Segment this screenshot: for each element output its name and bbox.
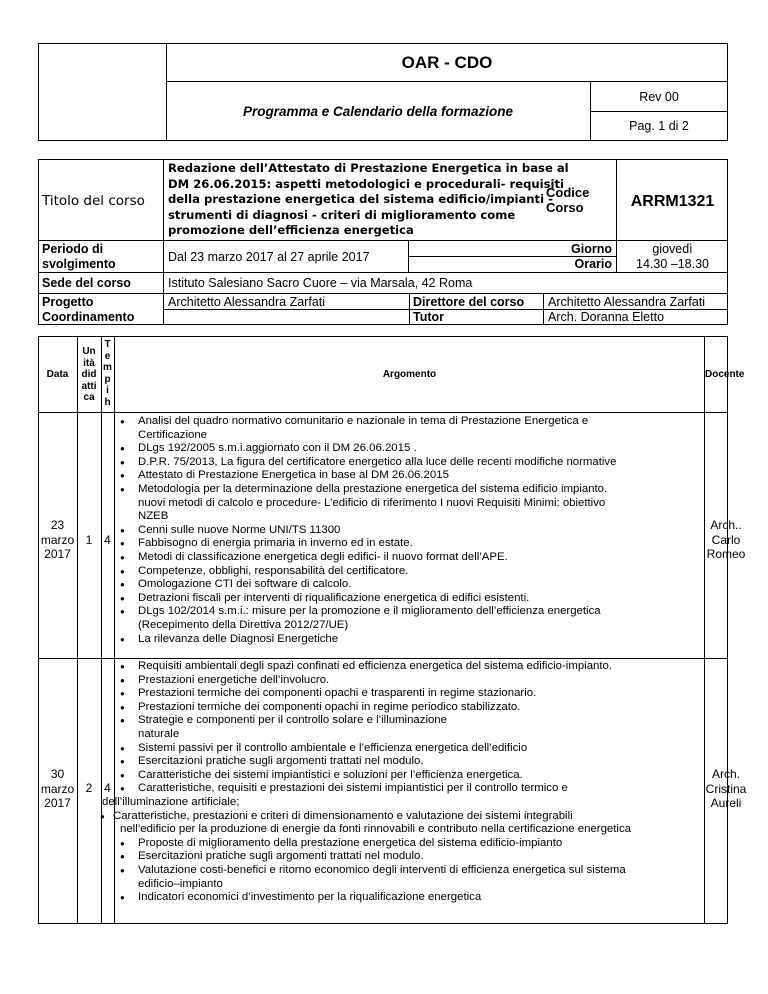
date-part: marzo: [40, 781, 75, 796]
topic-item: [102, 810, 716, 824]
bullet-icon: ●: [120, 634, 125, 644]
teacher-part: Carlo: [711, 532, 741, 547]
topic-text: Esercitazioni pratiche sugli argomenti trattati nel modulo.: [138, 850, 424, 863]
topic-item: [116, 633, 706, 647]
bullet-icon: ●: [120, 539, 125, 549]
topic-item: [116, 565, 706, 579]
topic-text: Prestazioni termiche dei componenti opachi in regime periodico stabilizzato.: [138, 700, 521, 713]
topic-item: [116, 415, 706, 429]
topic-text: Fabbisogno di energia primaria in inverno ed in estate.: [138, 537, 413, 550]
topic-item: [116, 497, 706, 511]
topic-text: Sistemi passivi per il controllo ambientale e l’efficienza energetica dell’edificio: [138, 741, 528, 754]
col-divider-unit: [101, 336, 102, 924]
bullet-icon: ●: [120, 525, 125, 535]
row-2-date: [38, 767, 77, 811]
course-code-label-2: Corso: [546, 200, 584, 215]
course-title-label: Titolo del corso: [42, 193, 145, 209]
col-header-unit: [77, 346, 101, 404]
date-part: 23: [50, 518, 65, 532]
topic-item: [116, 769, 716, 783]
bullet-icon: ●: [120, 566, 125, 576]
topic-text: Caratteristiche dei sistemi impiantistici e soluzioni per l’efficienza energetica.: [138, 768, 523, 781]
col-header-time-part: i: [106, 385, 109, 396]
topic-text: DLgs 102/2014 s.m.i.: misure per la promozione e il miglioramento dell’efficienza energetica: [138, 605, 601, 618]
topic-text: Omologazione CTI dei software di calcolo.: [138, 578, 352, 591]
topic-text: dell’illuminazione artificiale;: [102, 795, 240, 808]
director-value: Architetto Alessandra Zarfati: [548, 295, 706, 309]
course-title-line-2: DM 26.06.2015: aspetti metodologici e procedurali- requisiti: [168, 176, 565, 191]
col-header-unit-part: Un: [82, 346, 96, 357]
director-label: Direttore del corso: [413, 295, 525, 309]
teacher-part: Aureli: [710, 796, 742, 810]
bullet-icon: ●: [120, 484, 125, 494]
topic-item: [116, 823, 716, 837]
row-1-date: [38, 518, 77, 562]
row-2-unit: 2: [85, 781, 93, 795]
topic-text: Cenni sulle nuove Norme UNI/TS 11300: [138, 523, 341, 536]
bullet-icon: ●: [120, 417, 125, 426]
bullet-icon: ●: [120, 444, 125, 454]
topic-text: Detrazioni fiscali per interventi di riqualificazione energetica di edifici esistenti.: [138, 591, 530, 604]
row-2-topics: [100, 660, 716, 905]
bullet-icon: ●: [120, 770, 125, 780]
period-label-1: Periodo di: [42, 242, 104, 256]
topic-text: (Recepimento della Direttiva 2012/27/UE): [138, 618, 349, 631]
topic-text: Valutazione costi-benefici e ritorno economico degli interventi di efficienza energetica sul sistema: [138, 863, 626, 876]
topic-text: Analisi del quadro normativo comunitario e nazionale in tema di Prestazione Energetica e: [138, 415, 589, 427]
date-part: 2017: [44, 796, 71, 810]
topic-item: [116, 605, 706, 619]
col-header-unit-part: did: [81, 369, 97, 380]
topic-text: Strategie e componenti per il controllo solare e l’illuminazione: [138, 714, 447, 727]
document-title: Programma e Calendario della formazione: [242, 104, 514, 119]
col-header-teacher: Docente: [705, 369, 745, 380]
bullet-icon: ●: [120, 662, 125, 671]
header-divider-rev: [590, 111, 728, 112]
topic-item: [116, 456, 706, 470]
director-col-divider: [409, 293, 410, 325]
course-row-divider-2: [38, 272, 728, 273]
bullet-icon: ●: [120, 702, 125, 712]
bullet-icon: ●: [120, 757, 125, 767]
teacher-part: Cristina: [705, 781, 747, 796]
topic-text: Metodi di classificazione energetica degli edifici- il nuovo format dell’APE.: [138, 550, 508, 563]
bullet-icon: ●: [120, 580, 125, 590]
topic-text: Prestazioni energetiche dell’involucro.: [138, 673, 330, 686]
topic-item: [116, 429, 706, 443]
col-header-date: Data: [46, 369, 69, 380]
topic-text: NZEB: [138, 510, 169, 523]
topic-text: La rilevanza delle Diagnosi Energetiche: [138, 632, 339, 645]
topic-text: Prestazioni termiche dei componenti opachi e trasparenti in regime stazionario.: [138, 687, 537, 700]
row-2-hours: 4: [104, 781, 111, 795]
topic-text: Caratteristiche, requisiti e prestazioni dei sistemi impiantistici per il controllo termico e: [138, 782, 568, 795]
bullet-icon: ●: [100, 811, 105, 821]
topic-text: naturale: [138, 727, 180, 740]
course-row-divider-1: [38, 240, 728, 241]
topic-text: Certificazione: [138, 428, 208, 441]
director-val-divider: [543, 293, 544, 325]
col-header-time: [101, 339, 114, 408]
col-header-unit-part: ità: [83, 357, 95, 369]
course-col-divider: [163, 159, 164, 325]
topic-item: [116, 537, 706, 551]
bullet-icon: ●: [120, 865, 125, 875]
project-person: Architetto Alessandra Zarfati: [168, 295, 326, 309]
venue-label: Sede del corso: [42, 276, 131, 290]
bullet-icon: ●: [120, 743, 125, 753]
topic-text: Indicatori economici d’investimento per la riqualificazione energetica: [138, 891, 482, 904]
revision-label: Rev 00: [639, 90, 679, 104]
col-divider-hours: [114, 336, 115, 924]
project-label: Progetto: [42, 295, 94, 309]
topic-text: Competenze, obblighi, responsabilità del certificatore.: [138, 564, 409, 577]
topic-item: [102, 796, 716, 810]
row-1-topics: [116, 415, 706, 646]
bullet-icon: ●: [120, 716, 125, 726]
topic-item: [116, 674, 716, 688]
day-value: giovedì: [652, 242, 693, 256]
topic-text: nell’edificio per la produzione di energie da fonti rinnovabili e contributo nella certificazione energetica: [120, 823, 631, 836]
teacher-part: Romeo: [706, 547, 746, 561]
col-header-time-part: T: [104, 339, 111, 350]
day-label: Giorno: [571, 242, 612, 256]
row-divider-1: [38, 658, 728, 659]
course-title-line-3: della prestazione energetica del sistema edificio/impianti -: [168, 192, 553, 207]
topic-item: [116, 701, 716, 715]
bullet-icon: ●: [120, 893, 125, 903]
topic-text: Caratteristiche, prestazioni e criteri di dimensionamento e valutazione dei sistemi integrabili: [113, 809, 573, 822]
page-number: Pag. 1 di 2: [629, 119, 689, 133]
bullet-icon: ●: [120, 784, 125, 794]
row-divider-header: [38, 412, 728, 413]
col-header-time-part: e: [104, 350, 111, 362]
bullet-icon: ●: [120, 607, 125, 617]
col-header-time-part: p: [104, 373, 111, 385]
tutor-label: Tutor: [413, 310, 445, 324]
col-divider-date: [77, 336, 78, 924]
time-value: 14.30 –18.30: [636, 257, 709, 271]
course-title-line-4: strumenti di diagnosi - criteri di miglioramento come: [168, 207, 516, 222]
topic-item: [116, 837, 716, 851]
time-label: Orario: [574, 257, 612, 271]
day-time-vertical: [408, 240, 409, 272]
topic-item: [116, 578, 706, 592]
org-title: OAR - CDO: [401, 53, 493, 72]
col-header-unit-part: atti: [81, 380, 97, 392]
topic-item: [116, 742, 716, 756]
topic-text: Proposte di miglioramento della prestazione energetica del sistema edificio-impianto: [138, 836, 563, 849]
date-part: 2017: [44, 547, 71, 561]
course-code: ARRM1321: [630, 193, 715, 210]
topic-item: [116, 510, 706, 524]
topic-item: [116, 728, 716, 742]
topic-item: [116, 878, 716, 892]
bullet-icon: ●: [120, 471, 125, 481]
topic-text: D.P.R. 75/2013, La figura del certificatore energetico alla luce delle recenti modifiche normative: [138, 455, 617, 468]
topic-text: edificio–impianto: [138, 877, 223, 890]
topic-item: [116, 687, 716, 701]
topic-item: [116, 864, 716, 878]
col-header-topic: Argomento: [382, 369, 437, 380]
bullet-icon: ●: [120, 552, 125, 562]
topic-item: [116, 755, 716, 769]
teacher-part: Arch..: [710, 518, 742, 532]
row-1-hours: 4: [104, 533, 111, 547]
course-code-label-1: Codice: [546, 185, 590, 200]
topic-item: [116, 551, 706, 565]
topic-item: [116, 483, 706, 497]
col-header-time-part: h: [104, 396, 111, 408]
col-header-unit-part: ca: [83, 392, 95, 403]
course-title-line-1: Redazione dell’Attestato di Prestazione Energetica in base al: [168, 161, 569, 175]
topic-text: DLgs 192/2005 s.m.i.aggiornato con il DM 26.06.2015 .: [138, 442, 417, 455]
topic-item: [116, 524, 706, 538]
topic-text: Attestato di Prestazione Energetica in base al DM 26.06.2015: [138, 469, 449, 482]
bullet-icon: ●: [120, 675, 125, 685]
venue-value: Istituto Salesiano Sacro Cuore – via Marsala, 42 Roma: [168, 276, 473, 290]
bullet-icon: ●: [120, 838, 125, 848]
topic-item: [116, 619, 706, 633]
topic-text: nuovi metodi di calcolo e procedure- L’edificio di riferimento I nuovi Requisiti Minimi: obiettivo: [138, 496, 606, 509]
date-part: marzo: [40, 532, 75, 547]
topic-item: [116, 782, 716, 796]
topic-item: [116, 891, 716, 905]
teacher-part: Arch.: [711, 767, 740, 781]
bullet-icon: ●: [120, 593, 125, 603]
tutor-value: Arch. Doranna Eletto: [548, 310, 665, 324]
period-value: Dal 23 marzo 2017 al 27 aprile 2017: [168, 250, 370, 264]
course-title-line-5: promozione dell’efficienza energetica: [168, 223, 414, 238]
topic-item: [116, 850, 716, 864]
date-part: 30: [50, 767, 65, 781]
coordination-label: Coordinamento: [42, 310, 135, 324]
bullet-icon: ●: [120, 689, 125, 699]
topic-item: [116, 442, 706, 456]
topic-item: [116, 714, 716, 728]
topic-item: [116, 469, 706, 483]
course-row-divider-3: [38, 293, 728, 294]
period-label-2: svolgimento: [42, 257, 116, 271]
topic-item: [116, 592, 706, 606]
bullet-icon: ●: [120, 457, 125, 467]
topic-text: Metodologia per la determinazione della prestazione energetica del sistema edificio impianto.: [138, 482, 608, 495]
header-divider-mid: [166, 81, 728, 82]
row-1-unit: 1: [85, 533, 93, 547]
topic-text: Esercitazioni pratiche sugli argomenti trattati nel modulo.: [138, 755, 424, 768]
topic-text: Requisiti ambientali degli spazi confinati ed efficienza energetica del sistema edificio-impianto.: [138, 660, 613, 672]
col-header-time-part: m: [103, 362, 112, 373]
topic-item: [116, 660, 716, 674]
bullet-icon: ●: [120, 852, 125, 862]
